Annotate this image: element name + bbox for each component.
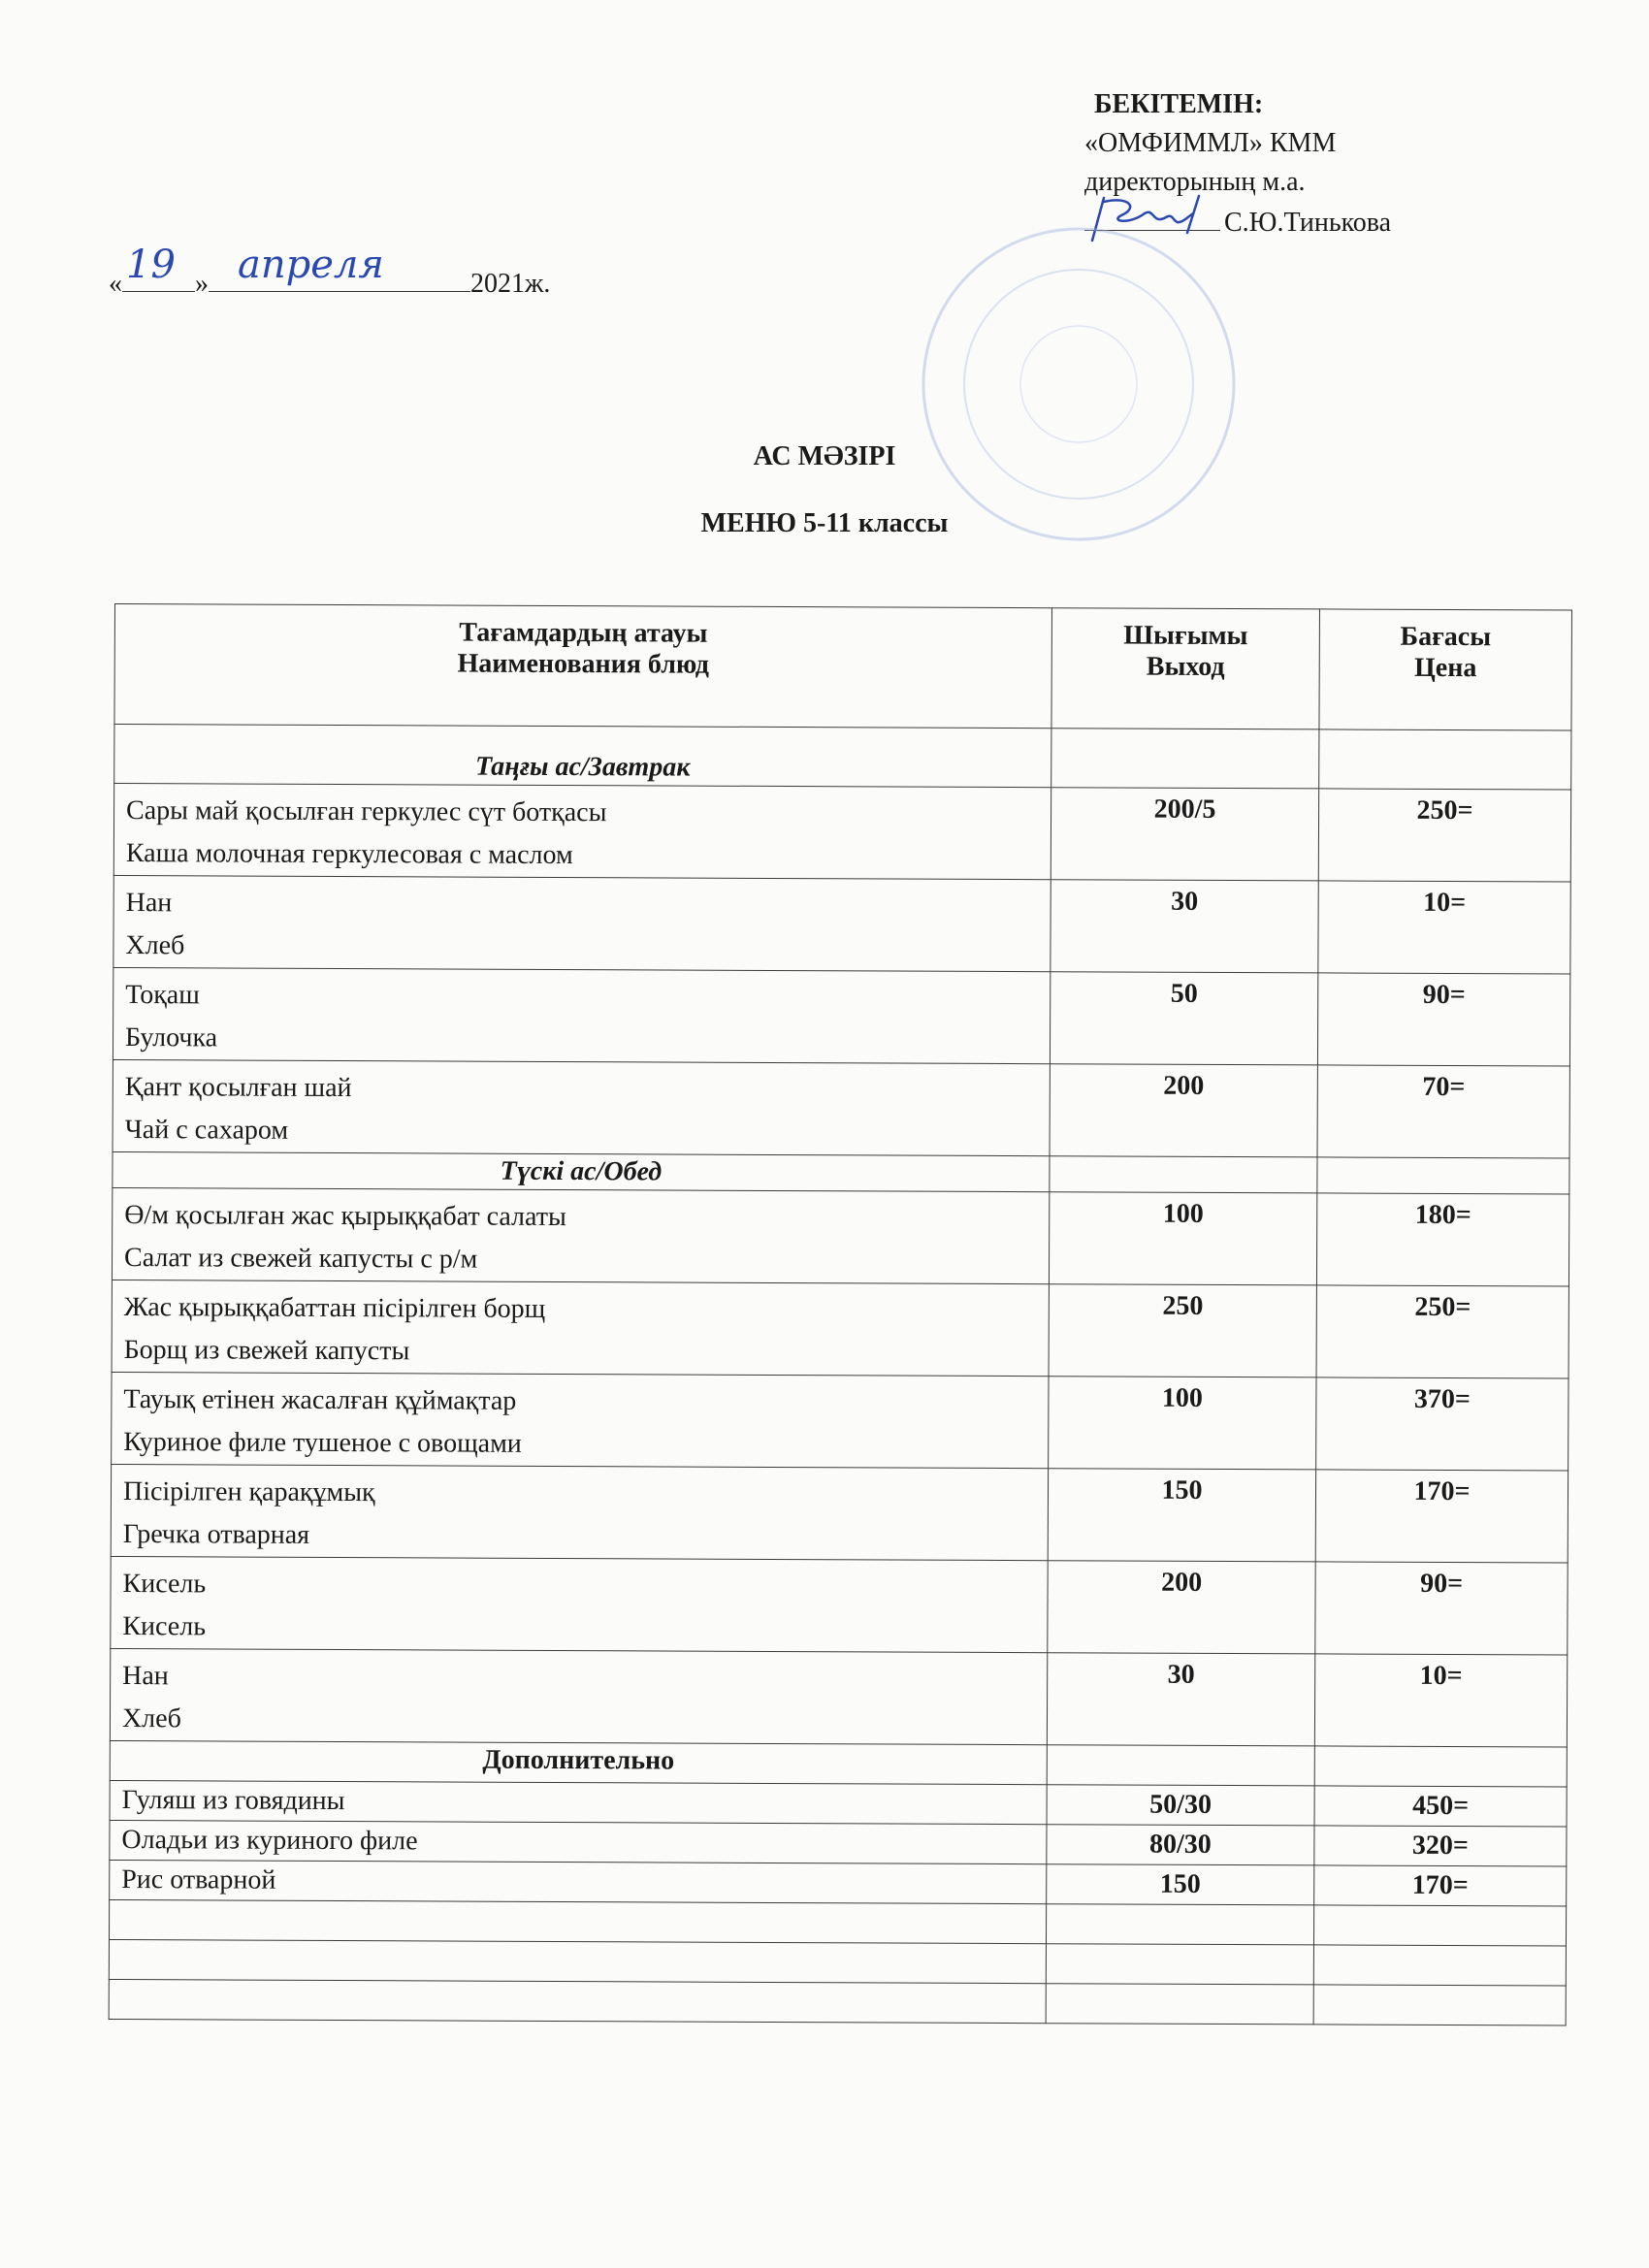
approval-role: директорының м.а. [1084, 167, 1306, 197]
table-row [113, 1059, 1569, 1158]
dish-name-kz: Кисель [122, 1569, 207, 1600]
dish-yield: 50/30 [1047, 1785, 1314, 1826]
section-title-extra: Дополнительно [110, 1740, 1047, 1784]
dish-name-kz: Тауық етінен жасалған құймақтар [123, 1384, 517, 1416]
section-title-breakfast: Таңғы ас/Завтрак [114, 725, 1051, 788]
date-year: 2021ж. [470, 269, 551, 299]
table-row-empty [109, 1899, 1566, 1946]
header-price-ru: Цена [1413, 652, 1477, 684]
dish-price: 70= [1317, 1065, 1569, 1158]
table-row [113, 784, 1570, 883]
dish-name: Оладьи из куриного филе [110, 1820, 1047, 1863]
header-price-kz: Бағасы [1400, 621, 1492, 653]
dish-price: 450= [1314, 1786, 1567, 1827]
header-dish-name-kz: Тағамдардың атауы [459, 617, 708, 649]
empty-cell [1319, 729, 1571, 790]
dish-yield: 200 [1050, 1064, 1317, 1157]
empty-cell [1051, 729, 1319, 789]
dish-name-cell [112, 1280, 1049, 1376]
dish-yield: 250 [1049, 1284, 1316, 1377]
table-row [113, 967, 1569, 1066]
approval-heading: БЕКІТЕМІН: [1094, 89, 1264, 119]
empty-cell [1314, 1746, 1567, 1787]
dish-yield: 30 [1047, 1653, 1314, 1746]
dish-name-kz: Нан [122, 1661, 169, 1692]
dish-name-ru: Салат из свежей капусты с р/м [123, 1243, 478, 1275]
dish-price: 320= [1314, 1826, 1567, 1866]
dish-name-ru: Борщ из свежей капусты [123, 1335, 410, 1367]
header-yield-ru: Выход [1146, 651, 1225, 682]
table-row [110, 1860, 1567, 1906]
table-row [112, 1372, 1568, 1471]
dish-yield: 30 [1051, 880, 1318, 973]
dish-yield: 80/30 [1047, 1825, 1314, 1865]
dish-name-kz: Сары май қосылған геркулес сүт ботқасы [126, 795, 607, 828]
stamp-seal [914, 219, 1244, 549]
dish-price: 250= [1316, 1285, 1568, 1378]
dish-name-cell [113, 1059, 1050, 1155]
header-dish-name-ru: Наименования блюд [457, 648, 709, 680]
table-row [111, 1464, 1568, 1563]
dish-name-ru: Хлеб [121, 1703, 181, 1734]
dish-name-kz: Тоқаш [125, 980, 200, 1011]
table-row [110, 1780, 1567, 1827]
table-row [113, 875, 1570, 974]
dish-yield: 150 [1048, 1469, 1315, 1562]
dish-name-cell [110, 1648, 1047, 1744]
empty-cell [109, 1899, 1046, 1943]
empty-cell [1313, 1905, 1566, 1946]
dish-name-kz: Пісірілген қарақұмық [122, 1476, 375, 1508]
dish-name-cell [112, 1187, 1049, 1283]
dish-price: 170= [1314, 1865, 1567, 1906]
dish-name-kz: Ө/м қосылған жас қырыққабат салаты [124, 1200, 566, 1233]
date-open-quote: « [109, 269, 122, 299]
empty-cell [109, 1939, 1046, 1983]
dish-yield: 200 [1048, 1561, 1315, 1654]
table-row [111, 1556, 1568, 1655]
dish-price: 10= [1314, 1654, 1567, 1747]
date-close-quote: » [195, 269, 209, 299]
dish-yield: 150 [1047, 1864, 1314, 1905]
dish-yield: 100 [1049, 1192, 1316, 1285]
date-month: апреля [238, 243, 384, 287]
dish-name-ru: Чай с сахаром [124, 1115, 289, 1146]
date-day-blank [122, 243, 195, 292]
table-row [112, 1280, 1568, 1378]
dish-name-kz: Нан [125, 888, 173, 919]
dish-yield: 100 [1049, 1377, 1316, 1470]
dish-name-cell [113, 784, 1051, 880]
dish-price: 170= [1315, 1470, 1568, 1563]
dish-yield: 50 [1050, 972, 1317, 1065]
empty-cell [1313, 1945, 1566, 1986]
empty-cell [1046, 1984, 1313, 2025]
dish-name-ru: Хлеб [125, 930, 185, 961]
dish-price: 180= [1316, 1193, 1568, 1286]
section-row-extra [110, 1740, 1567, 1787]
table-row [110, 1648, 1567, 1747]
dish-price: 90= [1315, 1562, 1568, 1655]
dish-price: 10= [1318, 881, 1570, 974]
dish-name-ru: Булочка [124, 1022, 218, 1053]
empty-cell [1047, 1745, 1314, 1786]
dish-name-cell [112, 1372, 1049, 1468]
empty-cell [1313, 1985, 1566, 2025]
dish-name: Рис отварной [110, 1860, 1047, 1903]
empty-cell [1046, 1904, 1313, 1945]
dish-name-kz: Қант қосылған шай [124, 1072, 352, 1104]
dish-name-cell [111, 1464, 1048, 1560]
section-row-breakfast [114, 725, 1571, 791]
table-row [110, 1820, 1567, 1866]
header-yield [1051, 608, 1320, 729]
empty-cell [1050, 1156, 1317, 1193]
approval-date [109, 243, 551, 300]
header-dish-name [114, 604, 1052, 729]
dish-name-cell [111, 1556, 1048, 1652]
dish-name-ru: Гречка отварная [122, 1519, 310, 1550]
empty-cell [1317, 1157, 1569, 1194]
table-row [112, 1187, 1568, 1286]
header-yield-kz: Шығымы [1123, 620, 1248, 652]
dish-yield: 200/5 [1051, 788, 1318, 881]
dish-name-ru: Куриное филе тушеное с овощами [123, 1427, 522, 1459]
dish-name-cell [113, 967, 1050, 1063]
table-row-empty [109, 1939, 1566, 1986]
dish-name-kz: Жас қырыққабаттан пісірілген борщ [123, 1292, 546, 1324]
dish-price: 370= [1316, 1377, 1568, 1471]
date-day: 19 [126, 243, 176, 287]
dish-price: 90= [1317, 973, 1569, 1066]
approval-name: С.Ю.Тинькова [1224, 208, 1392, 238]
menu-table [109, 603, 1572, 2026]
header-price [1319, 609, 1572, 730]
approval-organization: «ОМФИММЛ» КММ [1084, 128, 1337, 158]
empty-cell [109, 1979, 1046, 2023]
menu-subtitle: МЕНЮ 5-11 классы [700, 508, 949, 538]
date-month-blank [209, 243, 470, 292]
menu-title: АС МӘЗІРІ [753, 441, 896, 471]
dish-name-ru: Каша молочная геркулесовая с маслом [125, 838, 573, 871]
section-title-lunch: Түскі ас/Обед [113, 1151, 1050, 1191]
dish-name-ru: Кисель [122, 1611, 207, 1642]
dish-price: 250= [1318, 789, 1570, 882]
table-header-row [114, 604, 1572, 731]
dish-name: Гуляш из говядины [110, 1780, 1047, 1824]
dish-name-cell [113, 875, 1051, 971]
table-row-empty [109, 1979, 1566, 2025]
empty-cell [1046, 1944, 1313, 1985]
